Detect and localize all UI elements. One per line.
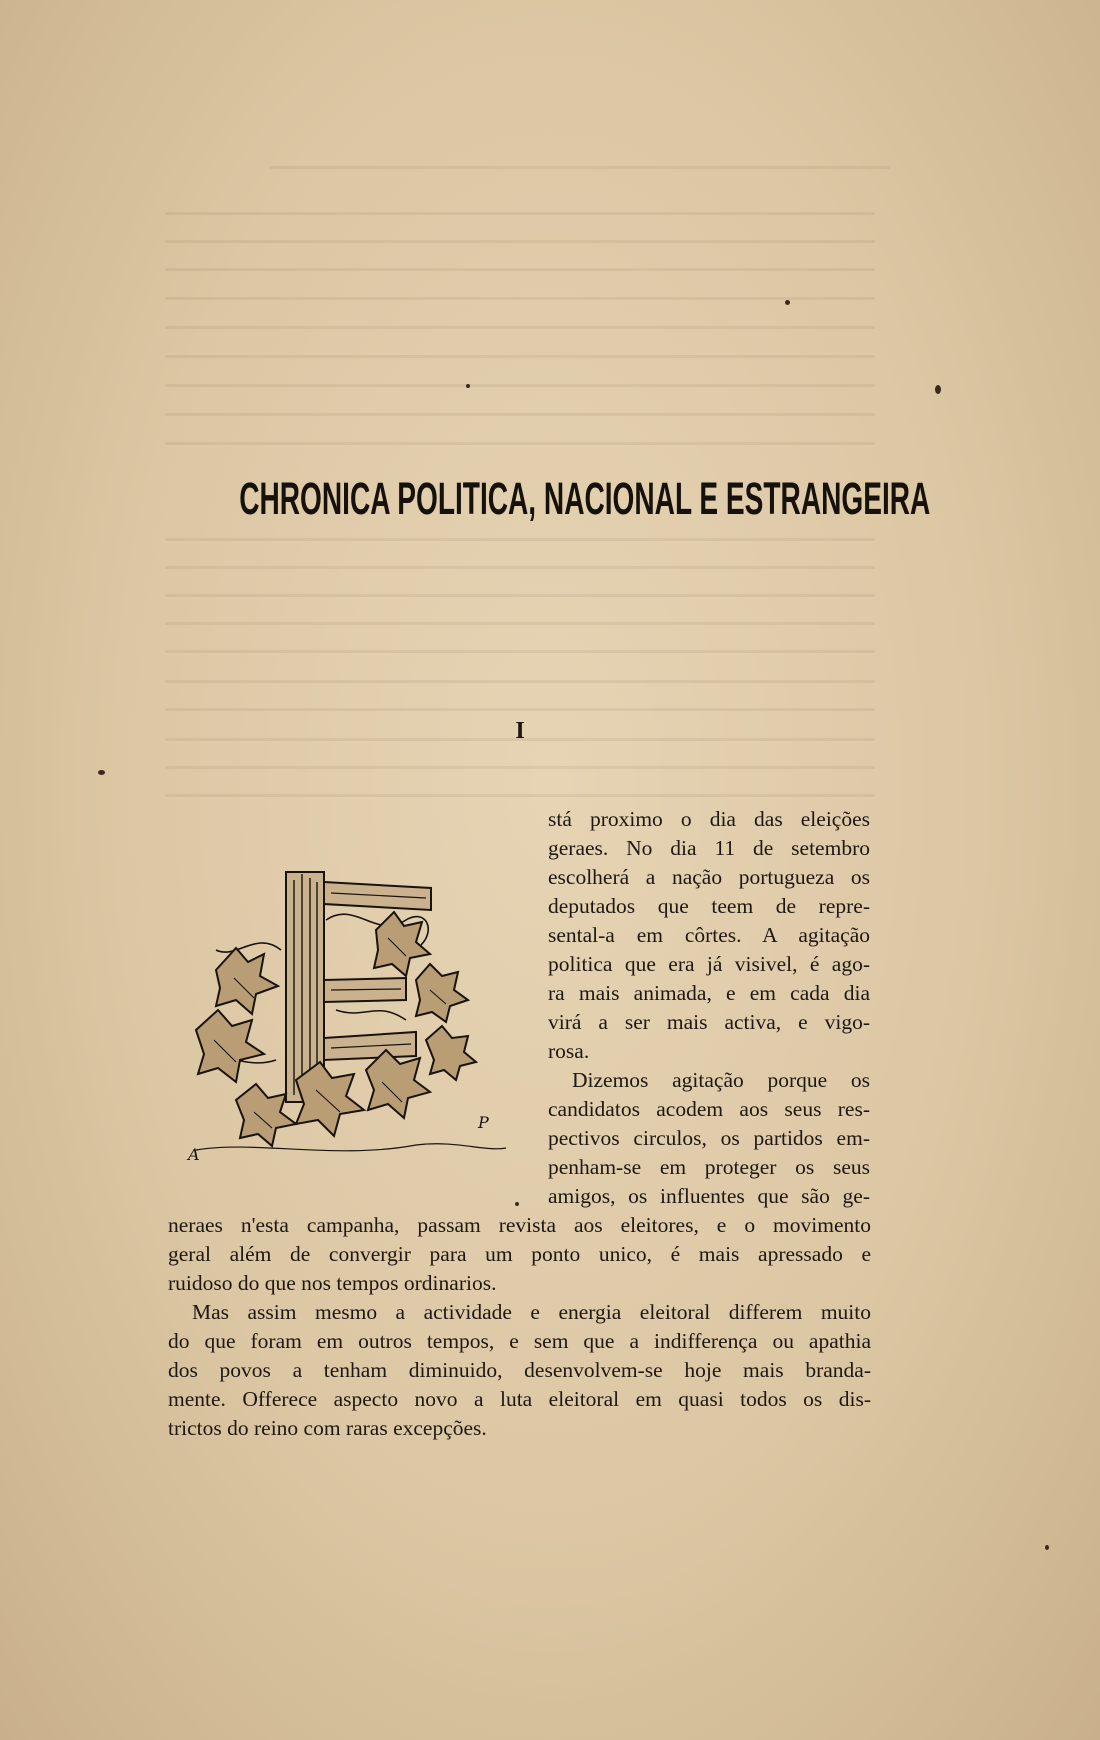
- paragraph-opening-column: [548, 805, 870, 1211]
- text-line: geraes. No dia 11 de setembro: [548, 836, 870, 860]
- text-line: geral além de convergir para um ponto unico, é mais apressado e: [168, 1242, 871, 1266]
- text-line: amigos, os influentes que são ge-: [548, 1184, 870, 1208]
- text-line: virá a ser mais activa, e vigo-: [548, 1010, 870, 1034]
- text-line: deputados que teem de repre-: [548, 894, 870, 918]
- text-line: politica que era já visivel, é ago-: [548, 952, 870, 976]
- text-line: mente. Offerece aspecto novo a luta eleitoral em quasi todos os dis-: [168, 1387, 871, 1411]
- text-line: trictos do reino com raras excepções.: [168, 1416, 487, 1440]
- text-line: neraes n'esta campanha, passam revista aos eleitores, e o movimento: [168, 1213, 871, 1237]
- page-title: CHRONICA POLITICA, NACIONAL E ESTRANGEIRA: [239, 472, 931, 524]
- text-line: Dizemos agitação porque os: [572, 1068, 870, 1092]
- text-line: ra mais animada, e em cada dia: [548, 981, 870, 1005]
- text-line: ruidoso do que nos tempos ordinarios.: [168, 1271, 497, 1295]
- text-line: escolherá a nação portugueza os: [548, 865, 870, 889]
- text-line: stá proximo o dia das eleições: [548, 807, 870, 831]
- illustration-signature-left: A: [188, 1145, 200, 1164]
- text-line: Mas assim mesmo a actividade e energia eleitoral differem muito: [192, 1300, 871, 1324]
- text-line: penham-se em proteger os seus: [548, 1155, 870, 1179]
- text-line: do que foram em outros tempos, e sem que a indifferença ou apathia: [168, 1329, 871, 1353]
- text-line: sental-a em côrtes. A agitação: [548, 923, 870, 947]
- decorative-initial-illustration: [176, 860, 516, 1180]
- illustration-signature-right: P: [478, 1113, 489, 1132]
- paragraph-continuation: [168, 1211, 871, 1443]
- section-number: I: [515, 718, 525, 744]
- text-line: rosa.: [548, 1039, 590, 1063]
- text-line: candidatos acodem aos seus res-: [548, 1097, 870, 1121]
- text-line: pectivos circulos, os partidos em-: [548, 1126, 870, 1150]
- text-line: dos povos a tenham diminuido, desenvolvem-se hoje mais branda-: [168, 1358, 871, 1382]
